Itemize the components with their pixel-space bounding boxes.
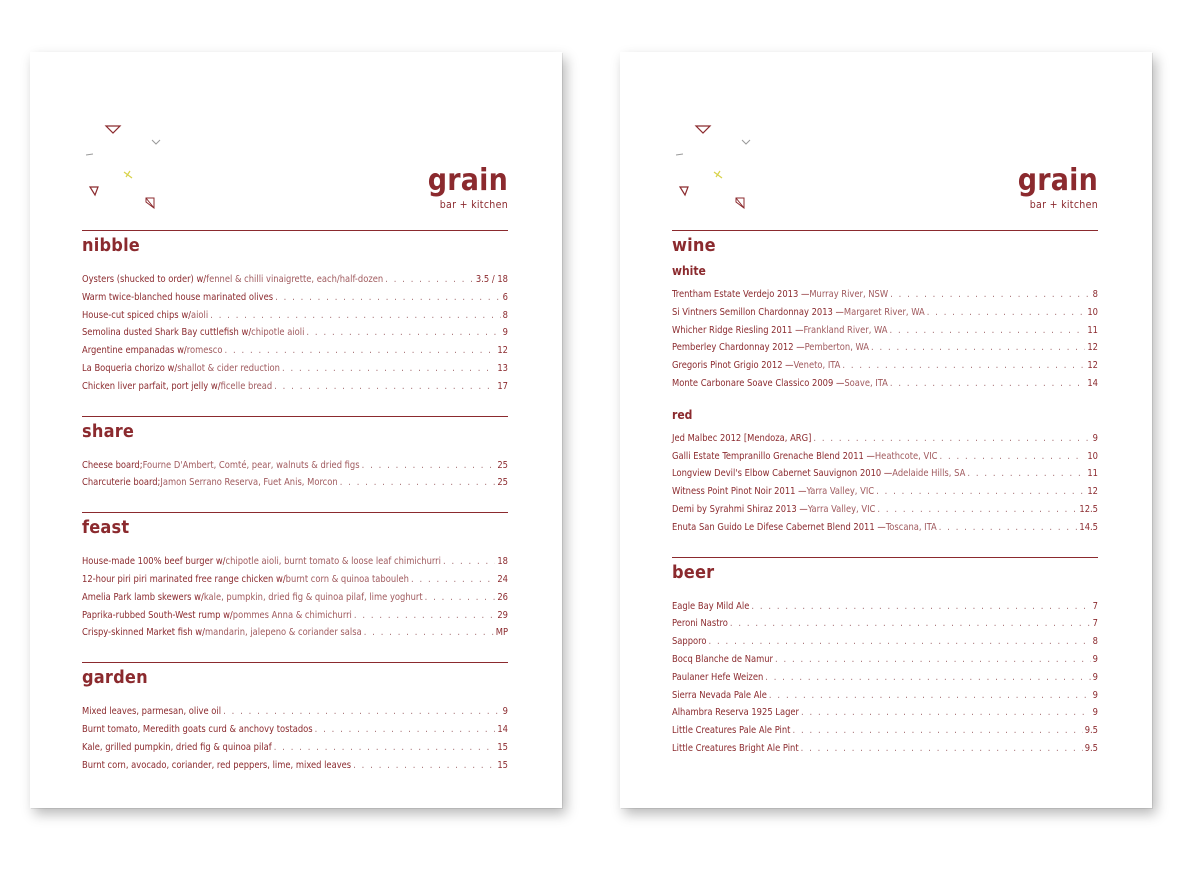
brand-name: grain bbox=[1017, 163, 1098, 198]
menu-item: Paulaner Hefe Weizen . . . 9 bbox=[672, 669, 1098, 687]
menu-item: Pemberley Chardonnay 2012 — Pemberton, WA . . . 12 bbox=[672, 339, 1098, 357]
menu-item: Eagle Bay Mild Ale . . . 7 bbox=[672, 598, 1098, 616]
drinks-menu-page bbox=[620, 52, 1152, 808]
menu-item: Longview Devil's Elbow Cabernet Sauvignon 2010 — Adelaide Hills, SA . . . 11 bbox=[672, 465, 1098, 483]
menu-item: Burnt tomato, Meredith goats curd & anchovy tostados . . . 14 bbox=[82, 721, 508, 739]
subsection-title-red: red bbox=[672, 407, 693, 422]
section-title-feast: feast bbox=[82, 517, 130, 539]
menu-item: Whicher Ridge Riesling 2011 — Frankland River, WA . . . 11 bbox=[672, 322, 1098, 340]
menu-item: Witness Point Pinot Noir 2011 — Yarra Valley, VIC . . . 12 bbox=[672, 483, 1098, 501]
section-divider bbox=[82, 416, 508, 417]
menu-item: Kale, grilled pumpkin, dried fig & quinoa pilaf . . . 15 bbox=[82, 739, 508, 757]
section-divider bbox=[672, 557, 1098, 558]
brand-logo bbox=[1018, 164, 1098, 211]
menu-item: Alhambra Reserva 1925 Lager . . . 9 bbox=[672, 704, 1098, 722]
menu-item: Amelia Park lamb skewers w/ kale, pumpkin, dried fig & quinoa pilaf, lime yoghurt . . . 26 bbox=[82, 589, 508, 607]
menu-item: Demi by Syrahmi Shiraz 2013 — Yarra Valley, VIC . . . 12.5 bbox=[672, 501, 1098, 519]
menu-item: Little Creatures Pale Ale Pint . . . 9.5 bbox=[672, 722, 1098, 740]
section-title-wine: wine bbox=[672, 235, 716, 256]
menu-item: Semolina dusted Shark Bay cuttlefish w/ chipotle aioli . . . 9 bbox=[82, 324, 508, 342]
menu-item: Monte Carbonare Soave Classico 2009 — Soave, ITA . . . 14 bbox=[672, 375, 1098, 393]
menu-item: Bocq Blanche de Namur . . . 9 bbox=[672, 651, 1098, 669]
brand-logo bbox=[428, 164, 508, 211]
menu-item: Charcuterie board; Jamon Serrano Reserva, Fuet Anis, Morcon . . . 25 bbox=[82, 474, 508, 492]
brand-name: grain bbox=[427, 163, 508, 198]
section-title-garden: garden bbox=[82, 667, 148, 689]
menu-item: Gregoris Pinot Grigio 2012 — Veneto, ITA . . . 12 bbox=[672, 357, 1098, 375]
section-divider bbox=[82, 662, 508, 663]
menu-item: Sapporo . . . 8 bbox=[672, 633, 1098, 651]
menu-item: Oysters (shucked to order) w/ fennel & chilli vinaigrette, each/half-dozen . . . 3.5 / 18 bbox=[82, 271, 508, 289]
menu-item: Warm twice-blanched house marinated olives . . . 6 bbox=[82, 289, 508, 307]
menu-item: Trentham Estate Verdejo 2013 — Murray River, NSW . . . 8 bbox=[672, 286, 1098, 304]
section-divider bbox=[672, 230, 1098, 231]
subsection-title-white: white bbox=[672, 264, 706, 278]
menu-item: Galli Estate Tempranillo Grenache Blend 2011 — Heathcote, VIC . . . 10 bbox=[672, 448, 1098, 466]
menu-item: Paprika-rubbed South-West rump w/ pommes Anna & chimichurri . . . 29 bbox=[82, 607, 508, 625]
menu-item: House-made 100% beef burger w/ chipotle aioli, burnt tomato & loose leaf chimichurri . . . 18 bbox=[82, 553, 508, 571]
menu-item: Crispy-skinned Market fish w/ mandarin, jalepeno & coriander salsa . . . MP bbox=[82, 624, 508, 642]
menu-item: Sierra Nevada Pale Ale . . . 9 bbox=[672, 687, 1098, 705]
section-divider bbox=[82, 512, 508, 513]
menu-item: Si Vintners Semillon Chardonnay 2013 — Margaret River, WA . . . 10 bbox=[672, 304, 1098, 322]
menu-item: Burnt corn, avocado, coriander, red peppers, lime, mixed leaves . . . 15 bbox=[82, 757, 508, 775]
section-title-nibble: nibble bbox=[82, 235, 140, 256]
brand-subtitle: bar + kitchen bbox=[1029, 199, 1098, 211]
brand-subtitle: bar + kitchen bbox=[439, 199, 508, 211]
menu-item: 12-hour piri piri marinated free range chicken w/ burnt corn & quinoa tabouleh . . . 24 bbox=[82, 571, 508, 589]
menu-item: La Boqueria chorizo w/ shallot & cider reduction . . . 13 bbox=[82, 360, 508, 378]
menu-item: Enuta San Guido Le Difese Cabernet Blend 2011 — Toscana, ITA . . . 14.5 bbox=[672, 519, 1098, 537]
menu-item: Mixed leaves, parmesan, olive oil . . . 9 bbox=[82, 703, 508, 721]
section-title-beer: beer bbox=[672, 561, 715, 583]
menu-item: Peroni Nastro . . . 7 bbox=[672, 615, 1098, 633]
logo-marks-icon bbox=[672, 122, 762, 214]
menu-item: House-cut spiced chips w/ aioli . . . 8 bbox=[82, 307, 508, 325]
menu-item: Cheese board; Fourne D'Ambert, Comté, pear, walnuts & dried figs . . . 25 bbox=[82, 457, 508, 475]
food-menu-page bbox=[30, 52, 562, 808]
logo-marks-icon bbox=[82, 122, 172, 214]
menu-item: Argentine empanadas w/ romesco . . . 12 bbox=[82, 342, 508, 360]
menu-item: Little Creatures Bright Ale Pint . . . 9.5 bbox=[672, 740, 1098, 758]
menu-item: Jed Malbec 2012 [Mendoza, ARG] . . . 9 bbox=[672, 430, 1098, 448]
menu-item: Chicken liver parfait, port jelly w/ ficelle bread . . . 17 bbox=[82, 378, 508, 396]
section-title-share: share bbox=[82, 420, 135, 442]
section-divider bbox=[82, 230, 508, 231]
